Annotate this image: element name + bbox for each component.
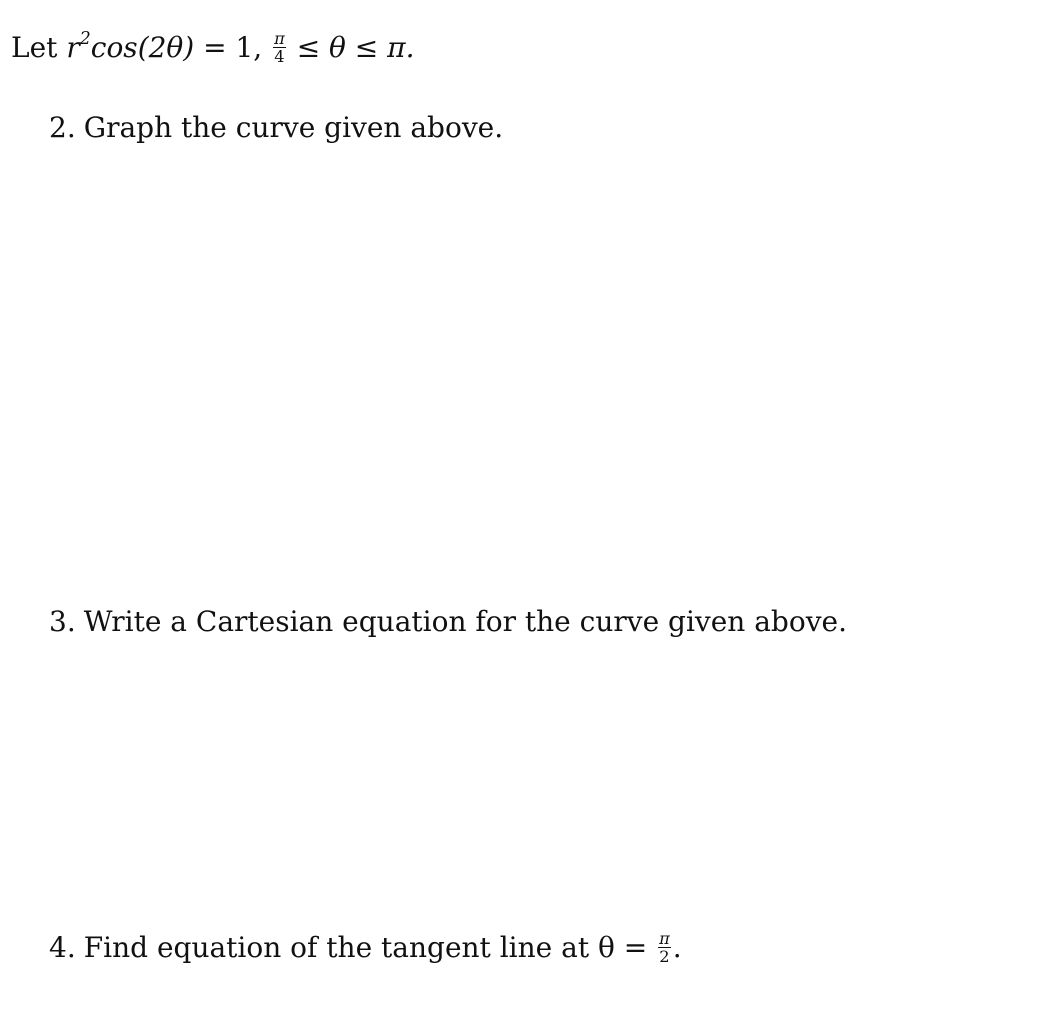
question-2 — [49, 111, 504, 144]
formula-r: r — [66, 31, 80, 65]
question-number: 2. — [49, 111, 76, 144]
question-3 — [49, 605, 848, 638]
fraction-pi-over-4 — [273, 30, 286, 65]
formula-cos: cos — [90, 31, 138, 65]
question-number: 3. — [49, 605, 76, 638]
fraction-pi-over-2 — [658, 930, 671, 965]
formula-equals: = 1, — [203, 31, 263, 65]
question-number: 4. — [49, 931, 76, 965]
intro-lead: Let — [11, 31, 58, 65]
question-text: Graph the curve given above. — [83, 111, 504, 144]
formula-arg: (2θ) — [137, 31, 195, 65]
question-text: Write a Cartesian equation for the curve given above. — [83, 605, 848, 638]
question-4 — [49, 929, 682, 967]
fraction-numerator: π — [274, 29, 285, 48]
fraction-denominator: 2 — [659, 947, 670, 967]
question-text: Find equation of the tangent line at θ = — [83, 931, 648, 965]
question-tail: . — [672, 931, 682, 965]
fraction-denominator: 4 — [274, 47, 285, 67]
problem-statement — [11, 29, 415, 67]
formula — [66, 31, 194, 64]
theta-range: ≤ θ ≤ π. — [296, 31, 415, 65]
fraction-numerator: π — [659, 929, 670, 948]
formula-exponent: 2 — [79, 29, 91, 50]
